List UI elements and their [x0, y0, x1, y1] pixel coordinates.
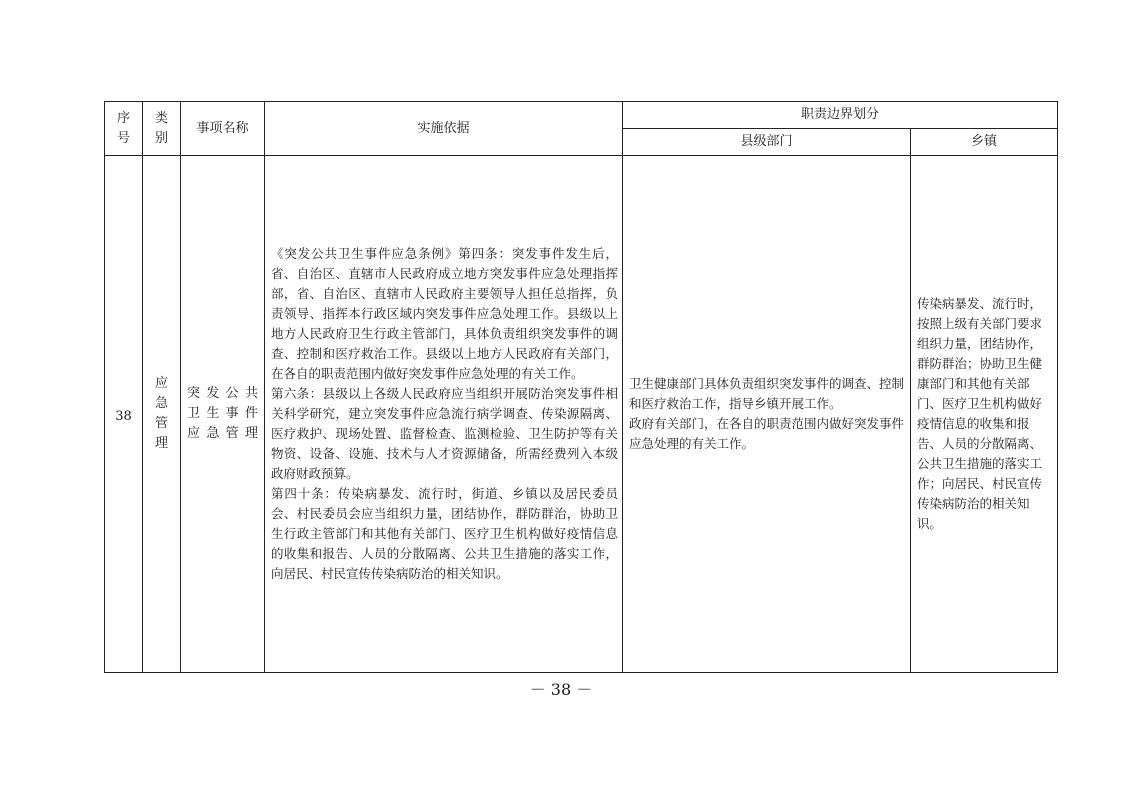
header-basis: 实施依据 — [265, 102, 623, 156]
header-seq: 序 号 — [105, 102, 143, 156]
header-category: 类 别 — [143, 102, 181, 156]
duty-boundary-table — [104, 101, 1058, 673]
page-number: － 38 － — [529, 680, 593, 699]
table-row — [105, 156, 1058, 673]
cell-county-dept: 卫生健康部门具体负责组织突发事件的调查、控制和医疗救治工作，指导乡镇开展工作。 政府有关部门，在各自的职责范围内做好突发事件应急处理的有关工作。 — [623, 156, 911, 673]
header-item-name: 事项名称 — [181, 102, 265, 156]
cell-township: 传染病暴发、流行时，按照上级有关部门要求组织力量，团结协作，群防群治；协助卫生健康部门和其他有关部门、医疗卫生机构做好疫情信息的收集和报告、人员的分散隔离、公共卫生措施的落实工作；向居民、村民宣传传染病防治的相关知识。 — [911, 156, 1058, 673]
header-township: 乡镇 — [911, 129, 1058, 156]
cell-item-name: 突发公共 卫生事件 应急管理 — [181, 156, 265, 673]
cell-basis — [265, 156, 623, 673]
cell-category: 应 急 管 理 — [143, 156, 181, 673]
basis-article-6: 第六条：县级以上各级人民政府应当组织开展防治突发事件相关科学研究，建立突发事件应急流行病学调查、传染源隔离、医疗救护、现场处置、监督检查、监测检验、卫生防护等有关物资、设备、设施、技术与人才资源储备，所需经费列入本级政府财政预算。 — [271, 386, 618, 481]
header-division: 职责边界划分 — [623, 102, 1058, 129]
basis-article-40: 第四十条：传染病暴发、流行时，街道、乡镇以及居民委员会、村民委员会应当组织力量，团结协作，群防群治，协助卫生行政主管部门和其他有关部门、医疗卫生机构做好疫情信息的收集和报告、人员的分散隔离、公共卫生措施的落实工作，向居民、村民宣传传染病防治的相关知识。 — [271, 486, 618, 581]
cell-seq: 38 — [105, 156, 143, 673]
header-county: 县级部门 — [623, 129, 911, 156]
basis-article-4: 《突发公共卫生事件应急条例》第四条：突发事件发生后，省、自治区、直辖市人民政府成立地方突发事件应急处理指挥部，省、自治区、直辖市人民政府主要领导人担任总指挥，负责领导、指挥本行政区域内突发事件应急处理工作。县级以上地方人民政府卫生行政主管部门，具体负责组织突发事件的调查、控制和医疗救治工作。县级以上地方人民政府有关部门，在各自的职责范围内做好突发事件应急处理的有关工作。 — [271, 246, 618, 381]
